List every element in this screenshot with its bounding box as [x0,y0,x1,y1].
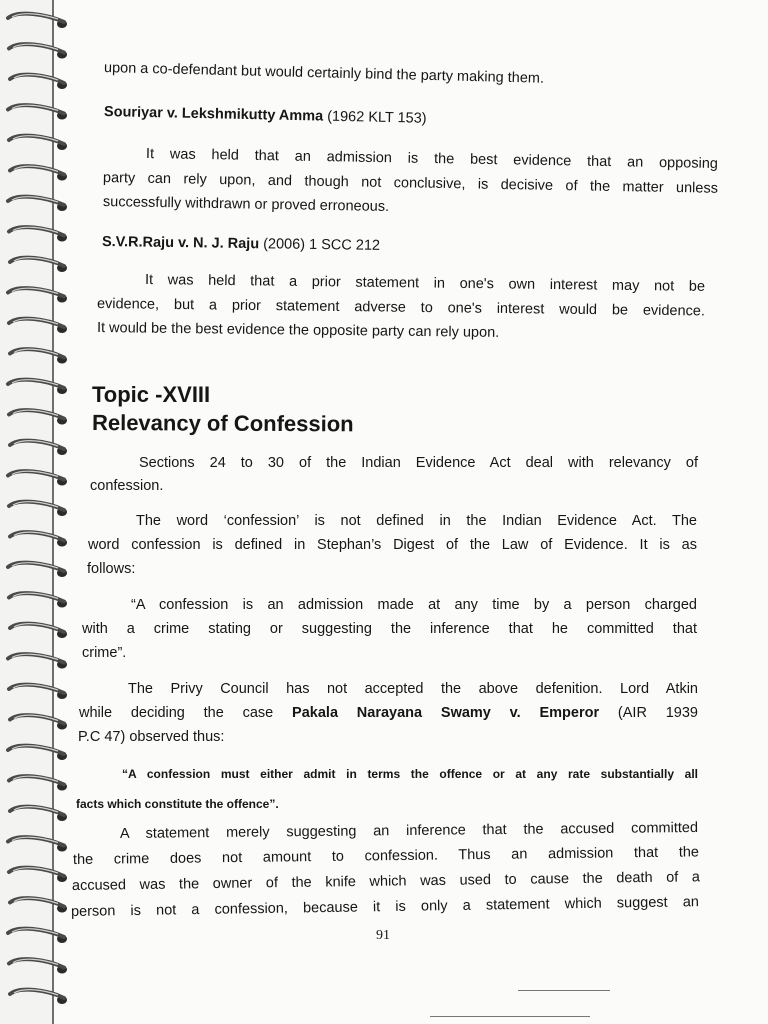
case-name: S.V.R.Raju v. N. J. Raju [101,234,260,253]
text-line: confession. [90,478,164,494]
text-line: the crime does not amount to confession. Thus an admission that the [72,844,700,868]
text-line: It would be the best evidence the opposite party can rely upon. [96,320,500,341]
text-fragment: while deciding the case [79,705,293,721]
text-line: The Privy Council has not accepted the above defenition. Lord Atkin [128,681,698,697]
quote-line-bold: “A confession must either admit in terms the offence or at any rate substantially all [122,767,698,781]
text-line: evidence, but a prior statement adverse to one's interest would be evidence. [96,296,706,320]
text-line: accused was the owner of the knife which was used to cause the death of a [71,869,701,894]
case-citation-svr-raju [102,230,380,258]
case-cite: (1962 KLT 153) [322,108,427,127]
text-fragment: (AIR 1939 [599,705,698,721]
quote-line: crime”. [82,645,127,661]
text-line: P.C 47) observed thus: [78,729,225,745]
page-edge-line [518,990,610,991]
text-line [79,701,698,725]
text-line: follows: [87,561,136,577]
case-name: Pakala Narayana Swamy v. Emperor [292,705,600,721]
text-line: It was held that a prior statement in one's own interest may not be [144,272,706,295]
quote-line: with a crime stating or suggesting the inference that he committed that [82,621,697,637]
text-line: A statement merely suggesting an inference that the accused committed [119,819,699,842]
text-line: word confession is defined in Stephan’s Digest of the Law of Evidence. It is as [88,537,697,553]
text-line: successfully withdrawn or proved erroneous. [102,194,390,215]
case-cite: (2006) 1 SCC 212 [259,236,381,254]
section-title: Relevancy of Confession [91,410,354,437]
text-line: Sections 24 to 30 of the Indian Evidence Act deal with relevancy of [139,455,698,471]
text-line: upon a co-defendant but would certainly bind the party making them. [103,60,545,87]
case-citation-souriyar [104,100,427,131]
case-name: Souriyar v. Lekshmikutty Amma [103,104,324,125]
text-line: person is not a confession, because it is only a statement which suggest an [70,894,700,920]
text-line: It was held that an admission is the best evidence that an opposing [145,146,719,172]
quote-line: “A confession is an admission made at any time by a person charged [131,597,697,613]
text-line: The word ‘confession’ is not defined in the Indian Evidence Act. The [136,513,697,529]
quote-line-bold: facts which constitute the offence”. [76,797,279,811]
topic-heading: Topic -XVIII [92,382,211,407]
page-edge-line [430,1016,590,1017]
page-number: 91 [376,928,390,943]
text-line: party can rely upon, and though not conclusive, is decisive of the matter unless [102,170,719,197]
